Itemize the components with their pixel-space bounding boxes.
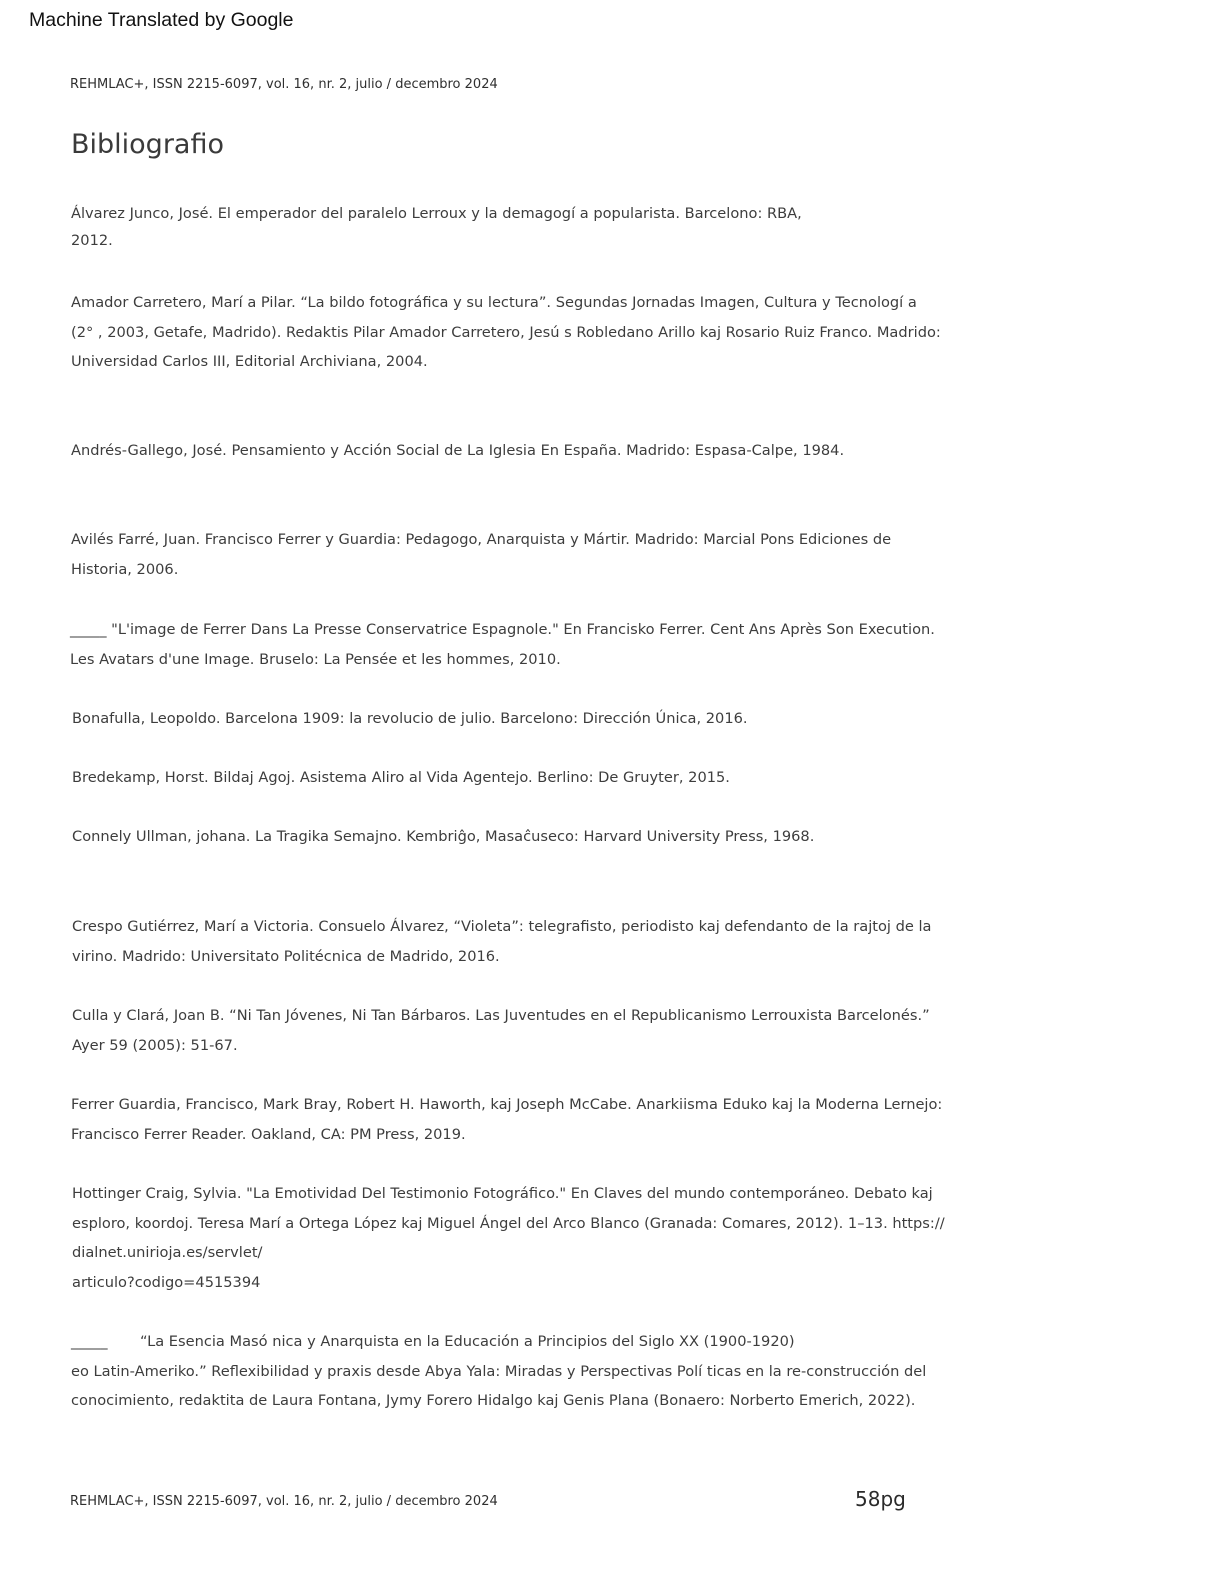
- machine-translation-banner: Machine Translated by Google: [29, 9, 294, 31]
- entry-line: Ferrer Guardia, Francisco, Mark Bray, Robert H. Haworth, kaj Joseph McCabe. Anarkiisma Eduko kaj la Moderna Lernejo:: [71, 1096, 943, 1113]
- entry-line: Historia, 2006.: [71, 560, 179, 578]
- entry-line: Connely Ullman, johana. La Tragika Semajno. Kembriĝo, Masaĉuseco: Harvard University Press, 1968.: [72, 828, 815, 845]
- entry-line: Francisco Ferrer Reader. Oakland, CA: PM Press, 2019.: [71, 1125, 466, 1143]
- entry-line: (2° , 2003, Getafe, Madrido). Redaktis Pilar Amador Carretero, Jesú s Robledano Arillo kaj Rosario Ruiz Franco. Madrido:: [71, 323, 941, 341]
- bibliography-entry: [72, 912, 932, 971]
- bibliography-entry: [71, 199, 802, 253]
- entry-line: Avilés Farré, Juan. Francisco Ferrer y Guardia: Pedagogo, Anarquista y Mártir. Madrido: Marcial Pons Ediciones de: [71, 531, 892, 548]
- entry-line: conocimiento, redaktita de Laura Fontana, Jymy Forero Hidalgo kaj Genis Plana (Bonaero: Norberto Emerich, 2022).: [71, 1392, 916, 1410]
- entry-line: _____ “La Esencia Masó nica y Anarquista en la Educación a Principios del Siglo XX (1900-1920): [71, 1333, 795, 1350]
- bibliography-entry: [71, 525, 891, 584]
- entry-line: Les Avatars d'une Image. Bruselo: La Pensée et les hommes, 2010.: [70, 650, 561, 668]
- bibliography-entry: [71, 1327, 926, 1416]
- page-number: 58pg: [855, 1487, 906, 1511]
- entry-line: Amador Carretero, Marí a Pilar. “La bildo fotográfica y su lectura”. Segundas Jornadas Imagen, Cultura y Tecnologí a: [71, 294, 917, 311]
- section-title: Bibliografio: [71, 129, 224, 160]
- bibliography-entry: [71, 436, 844, 466]
- entry-line: Andrés-Gallego, José. Pensamiento y Acción Social de La Iglesia En España. Madrido: Espasa-Calpe, 1984.: [71, 442, 845, 459]
- entry-line: Álvarez Junco, José. El emperador del paralelo Lerroux y la demagogí a popularista. Barcelono: RBA,: [71, 205, 802, 222]
- entry-line: Ayer 59 (2005): 51-67.: [72, 1036, 238, 1054]
- bibliography-entry: [72, 822, 814, 852]
- bibliography-entry: [72, 1179, 945, 1297]
- bibliography-entry: [71, 1090, 942, 1149]
- entry-line: eo Latin-Ameriko.” Reflexibilidad y praxis desde Abya Yala: Miradas y Perspectivas Polí ticas en la re-construcción del: [71, 1362, 927, 1380]
- entry-line: Hottinger Craig, Sylvia. "La Emotividad Del Testimonio Fotográfico." En Claves del mundo contemporáneo. Debato kaj: [72, 1185, 933, 1202]
- bibliography-entry: [72, 1001, 930, 1060]
- entry-line: dialnet.unirioja.es/servlet/: [72, 1244, 263, 1262]
- entry-line: 2012.: [71, 231, 113, 249]
- bibliography-entry: [70, 615, 935, 674]
- entry-line: articulo?codigo=4515394: [72, 1273, 261, 1291]
- entry-line: Crespo Gutiérrez, Marí a Victoria. Consuelo Álvarez, “Violeta”: telegrafisto, periodisto kaj defendanto de la rajtoj de la: [72, 918, 932, 935]
- entry-line: Culla y Clará, Joan B. “Ni Tan Jóvenes, Ni Tan Bárbaros. Las Juventudes en el Republicanismo Lerrouxista Barcelonés.”: [72, 1007, 930, 1024]
- entry-line: Bredekamp, Horst. Bildaj Agoj. Asistema Aliro al Vida Agentejo. Berlino: De Gruyter, 2015.: [72, 769, 730, 786]
- bibliography-entry: [72, 704, 748, 734]
- bibliography-entry: [72, 763, 730, 793]
- entry-line: esploro, koordoj. Teresa Marí a Ortega López kaj Miguel Ángel del Arco Blanco (Granada: Comares, 2012). 1–13. https://: [72, 1214, 945, 1232]
- entry-line: virino. Madrido: Universitato Politécnica de Madrido, 2016.: [72, 947, 500, 965]
- entry-line: _____ "L'image de Ferrer Dans La Presse Conservatrice Espagnole." En Francisko Ferrer. Cent Ans Après Son Execution.: [70, 621, 935, 638]
- running-footer: REHMLAC+, ISSN 2215-6097, vol. 16, nr. 2, julio / decembro 2024: [70, 1494, 498, 1509]
- entry-line: Bonafulla, Leopoldo. Barcelona 1909: la revolucio de julio. Barcelono: Dirección Única, 2016.: [72, 710, 748, 727]
- entry-line: Universidad Carlos III, Editorial Archiviana, 2004.: [71, 353, 428, 371]
- running-header: REHMLAC+, ISSN 2215-6097, vol. 16, nr. 2, julio / decembro 2024: [70, 77, 498, 92]
- bibliography-entry: [71, 288, 941, 377]
